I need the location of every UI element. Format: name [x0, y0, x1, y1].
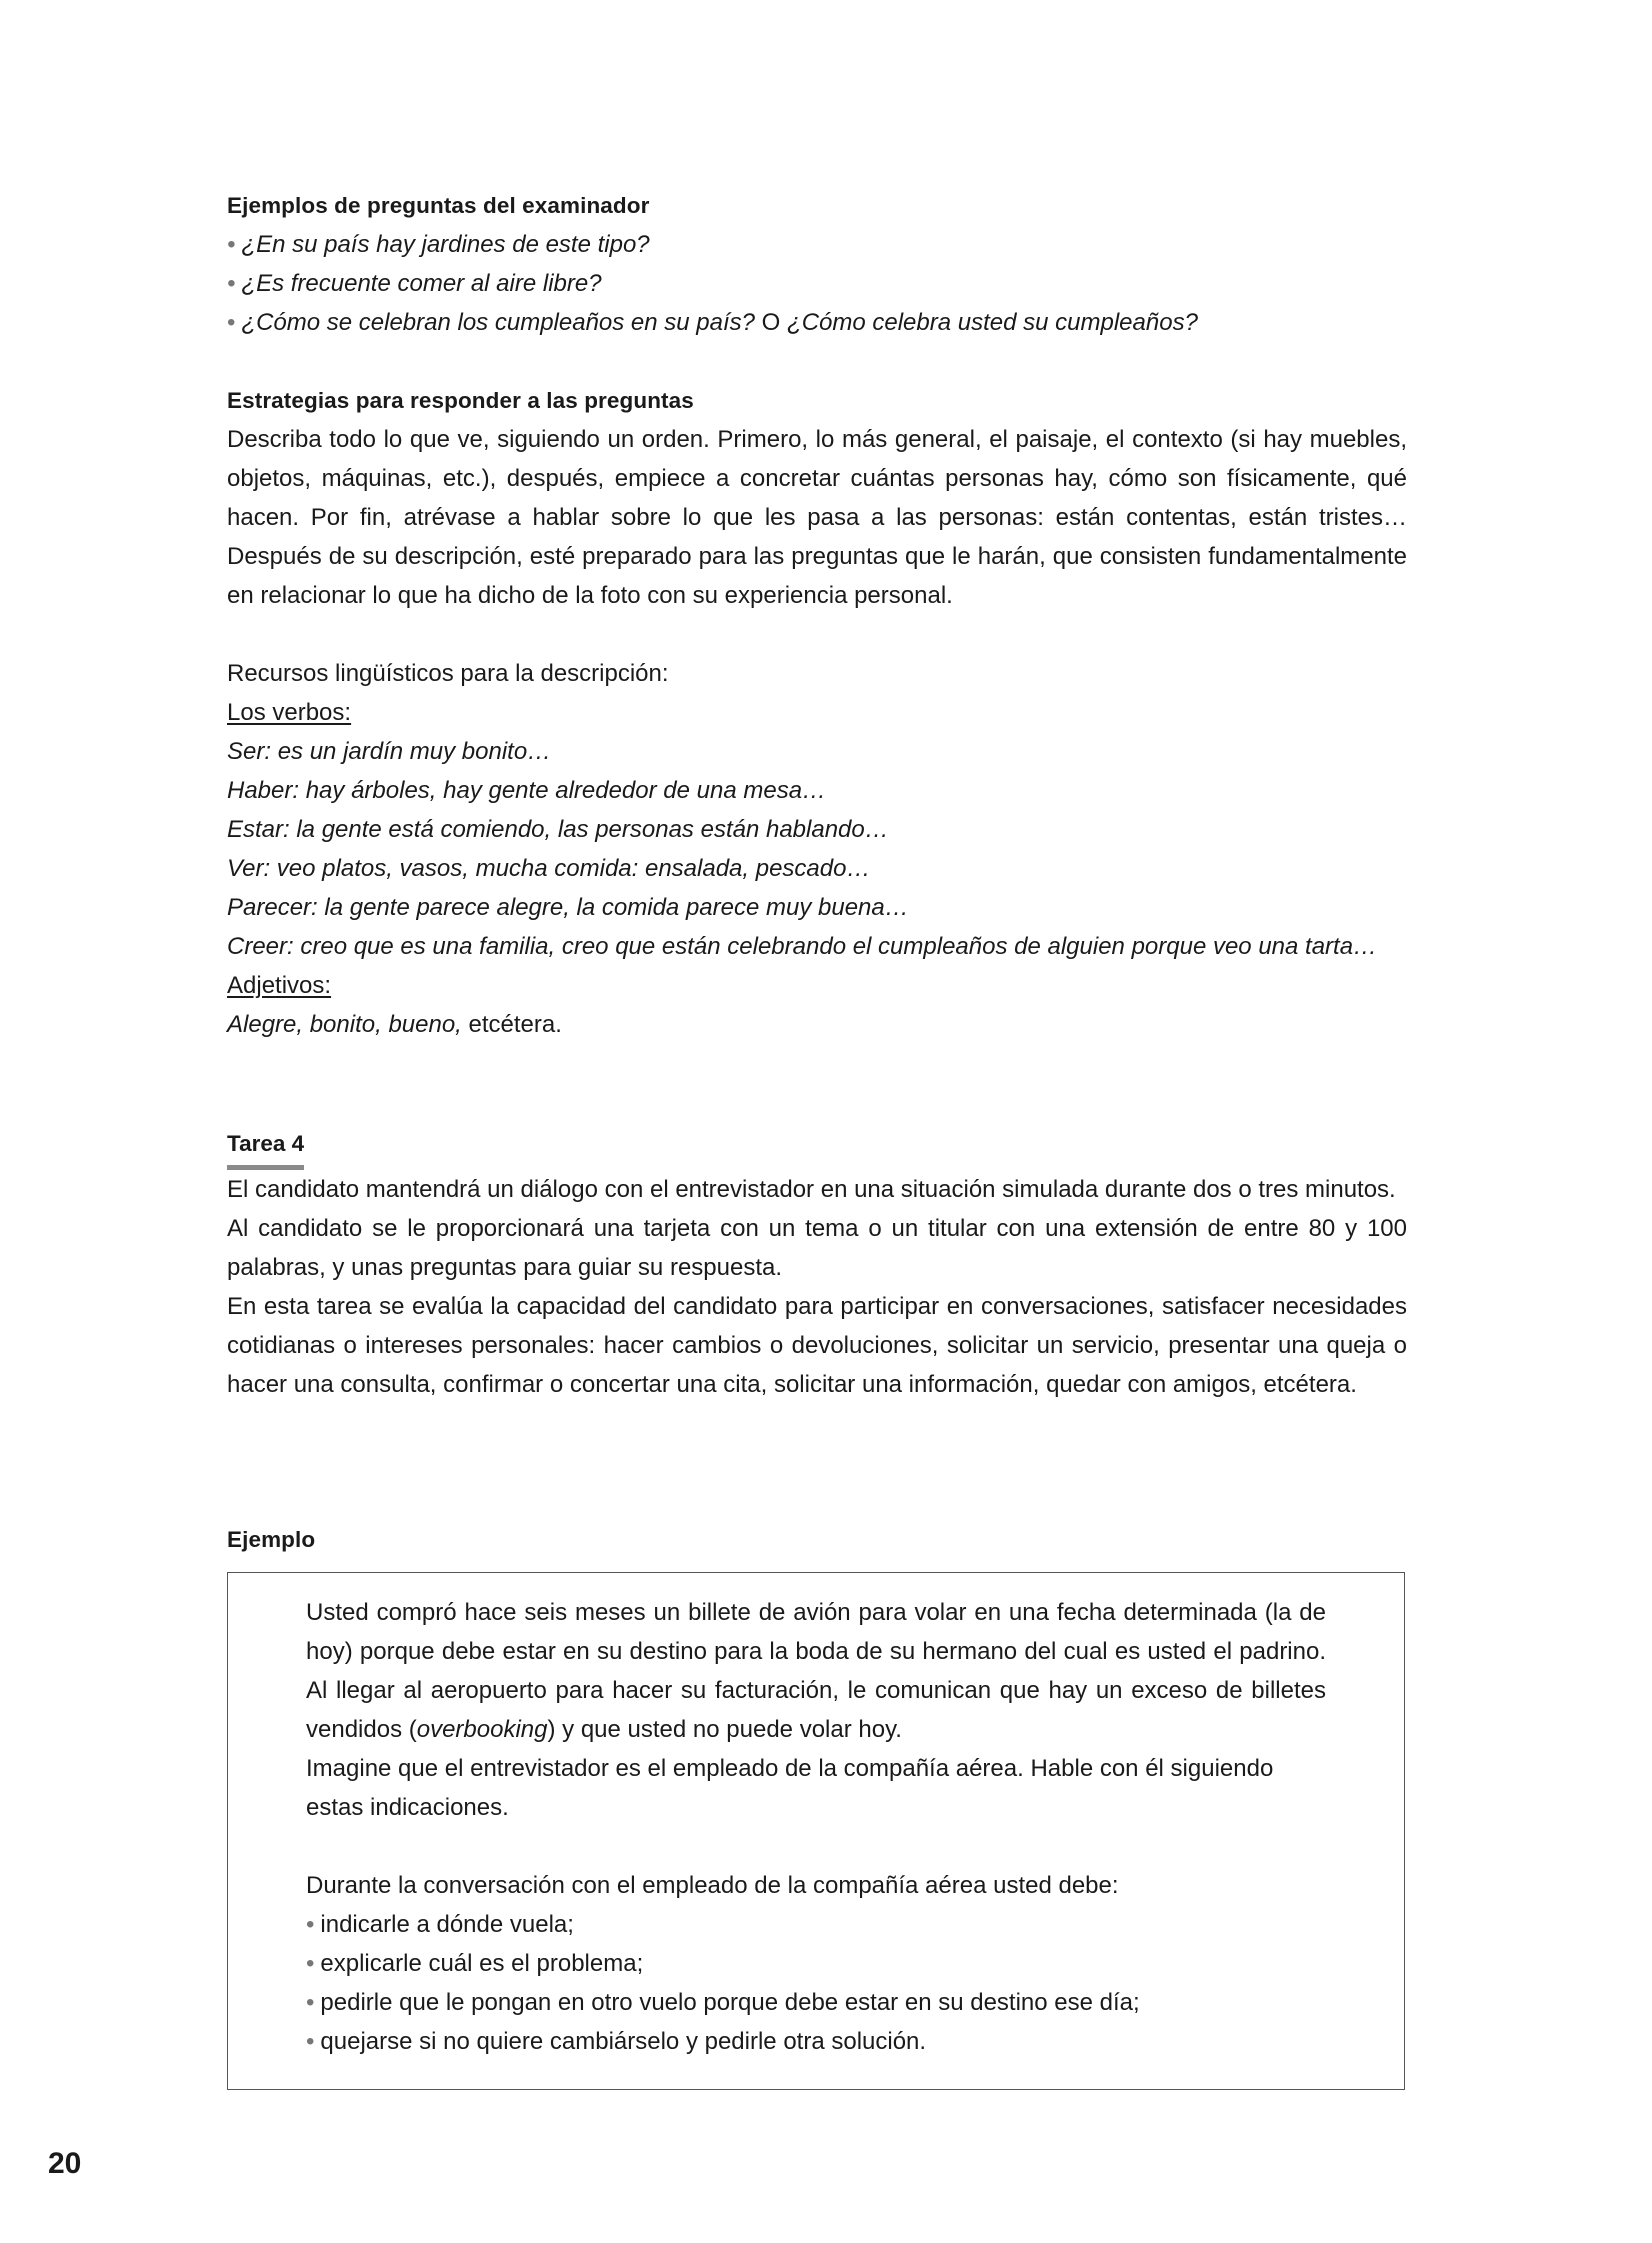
example-scenario: Usted compró hace seis meses un billete de avión para volar en una fecha determinada (la de hoy) porque debe estar en su destino para la boda de su hermano del cual es usted el padrino. Al llegar al aeropuerto para hacer su facturación, le comunican que hay un exceso de billetes vendidos (overbooking) y que usted no puede volar hoy. [306, 1599, 1326, 1743]
examiner-question: • ¿En su país hay jardines de este tipo? [227, 225, 1407, 264]
verb-example: Ser: es un jardín muy bonito… [227, 738, 552, 765]
strategies-body: Describa todo lo que ve, siguiendo un orden. Primero, lo más general, el paisaje, el contexto (si hay muebles, objetos, máquinas, etc.), después, empiece a concretar cuántas personas hay, cómo son físicamente, qué hacen. Por fin, atrévase a hablar sobre lo que les pasa a las personas: están contentas, están tristes… Después de su descripción, esté preparado para las preguntas que le harán, que consisten fundamentalmente en relacionar lo que ha dicho de la foto con su experiencia personal. [227, 426, 1407, 609]
verb-example: Creer: creo que es una familia, creo que están celebrando el cumpleaños de alguien porque veo una tarta… [227, 933, 1378, 960]
example-task-item: • indicarle a dónde vuela; [306, 1905, 1326, 1944]
tarea-paragraph: Al candidato se le proporcionará una tarjeta con un tema o un titular con una extensión de entre 80 y 100 palabras, y unas preguntas para guiar su respuesta. [227, 1215, 1407, 1281]
example-task-item: • explicarle cuál es el problema; [306, 1944, 1326, 1983]
example-heading-wrap [227, 1520, 1407, 1559]
adjectives-list: Alegre, bonito, bueno, etcétera. [227, 1011, 562, 1038]
example-instructions: Imagine que el entrevistador es el empleado de la compañía aérea. Hable con él siguiendo estas indicaciones. [306, 1755, 1274, 1821]
examiner-question: • ¿Es frecuente comer al aire libre? [227, 264, 1407, 303]
example-heading: Ejemplo [227, 1527, 316, 1552]
linguistic-resources-section [227, 654, 1407, 1044]
verbs-label: Los verbos: [227, 699, 352, 726]
example-box [227, 1572, 1405, 2090]
verb-example: Parecer: la gente parece alegre, la comida parece muy buena… [227, 894, 909, 921]
example-task-item: • pedirle que le pongan en otro vuelo porque debe estar en su destino ese día; [306, 1983, 1326, 2022]
examiner-questions-heading: Ejemplos de preguntas del examinador [227, 193, 650, 218]
strategies-section [227, 381, 1407, 615]
example-task-item: • quejarse si no quiere cambiárselo y pedirle otra solución. [306, 2022, 1326, 2061]
tarea-paragraph: El candidato mantendrá un diálogo con el entrevistador en una situación simulada durante dos o tres minutos. [227, 1176, 1396, 1203]
tarea-paragraph: En esta tarea se evalúa la capacidad del candidato para participar en conversaciones, satisfacer necesidades cotidianas o intereses personales: hacer cambios o devoluciones, solicitar un servicio, presentar una queja o hacer una consulta, confirmar o concertar una cita, solicitar una información, quedar con amigos, etcétera. [227, 1293, 1407, 1398]
strategies-heading: Estrategias para responder a las preguntas [227, 388, 694, 413]
verb-example: Haber: hay árboles, hay gente alrededor de una mesa… [227, 777, 827, 804]
tarea-4-section [227, 1124, 1407, 1404]
verb-example: Estar: la gente está comiendo, las personas están hablando… [227, 816, 889, 843]
resources-intro: Recursos lingüísticos para la descripción: [227, 660, 669, 687]
tarea-title-rule [227, 1165, 304, 1170]
examiner-question: • ¿Cómo se celebran los cumpleaños en su país? O ¿Cómo celebra usted su cumpleaños? [227, 303, 1407, 342]
example-box-content [306, 1593, 1326, 2061]
tarea-title: Tarea 4 [227, 1124, 304, 1163]
adjectives-label: Adjetivos: [227, 972, 332, 999]
example-task-intro: Durante la conversación con el empleado de la compañía aérea usted debe: [306, 1872, 1119, 1899]
verb-example: Ver: veo platos, vasos, mucha comida: ensalada, pescado… [227, 855, 871, 882]
page-number: 20 [48, 2147, 82, 2180]
examiner-questions-section [227, 186, 1407, 342]
